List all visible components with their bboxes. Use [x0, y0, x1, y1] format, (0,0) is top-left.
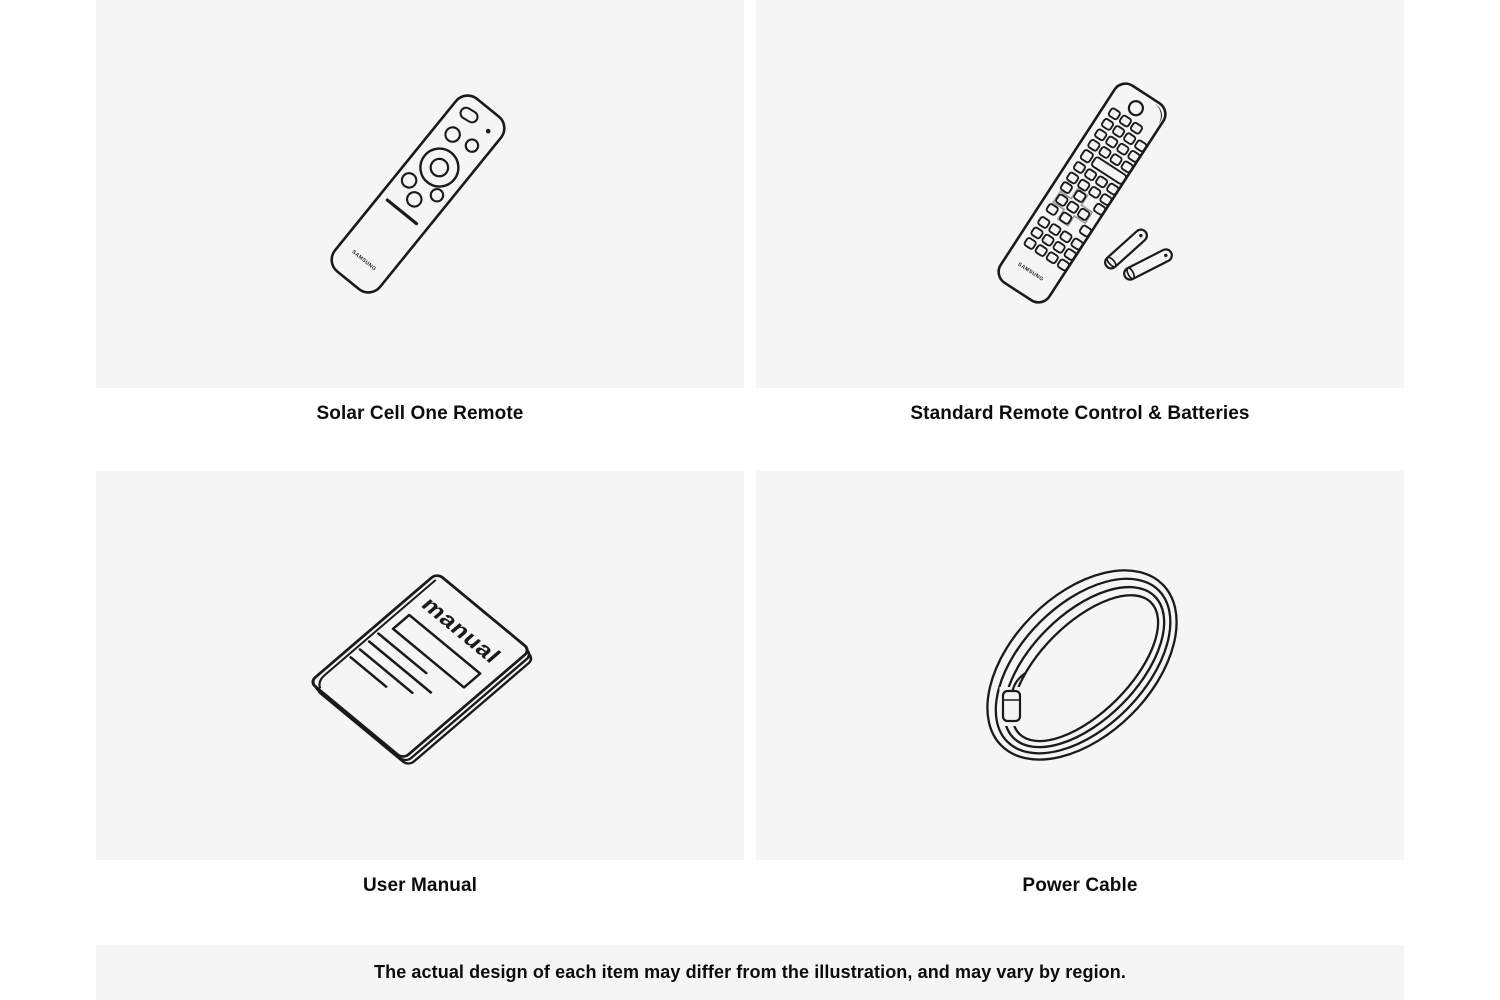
footer-strip [96, 945, 1404, 1000]
manual-cover-text: manual [416, 592, 497, 660]
accessory-panel-power-cable [756, 471, 1404, 860]
power-cable-illustration [756, 471, 1404, 860]
accessory-label-solar-remote: Solar Cell One Remote [316, 403, 524, 424]
accessory-panel-solar-remote [96, 0, 744, 388]
accessory-label-standard-remote: Standard Remote Control & Batteries [910, 403, 1250, 424]
samsung-brand-text: SAMSUNG [350, 249, 378, 273]
region-disclaimer: The actual design of each item may differ from the illustration, and may vary by region. [374, 962, 1126, 982]
accessory-label-user-manual: User Manual [362, 875, 478, 896]
user-manual-illustration [96, 471, 744, 860]
standard-remote-and-batteries-illustration [756, 0, 1404, 388]
samsung-brand-text: SAMSUNG [1016, 261, 1045, 283]
solar-cell-one-remote-illustration [96, 0, 744, 388]
accessory-panel-user-manual [96, 471, 744, 860]
accessory-label-power-cable: Power Cable [1022, 875, 1138, 896]
accessory-panel-standard-remote [756, 0, 1404, 388]
